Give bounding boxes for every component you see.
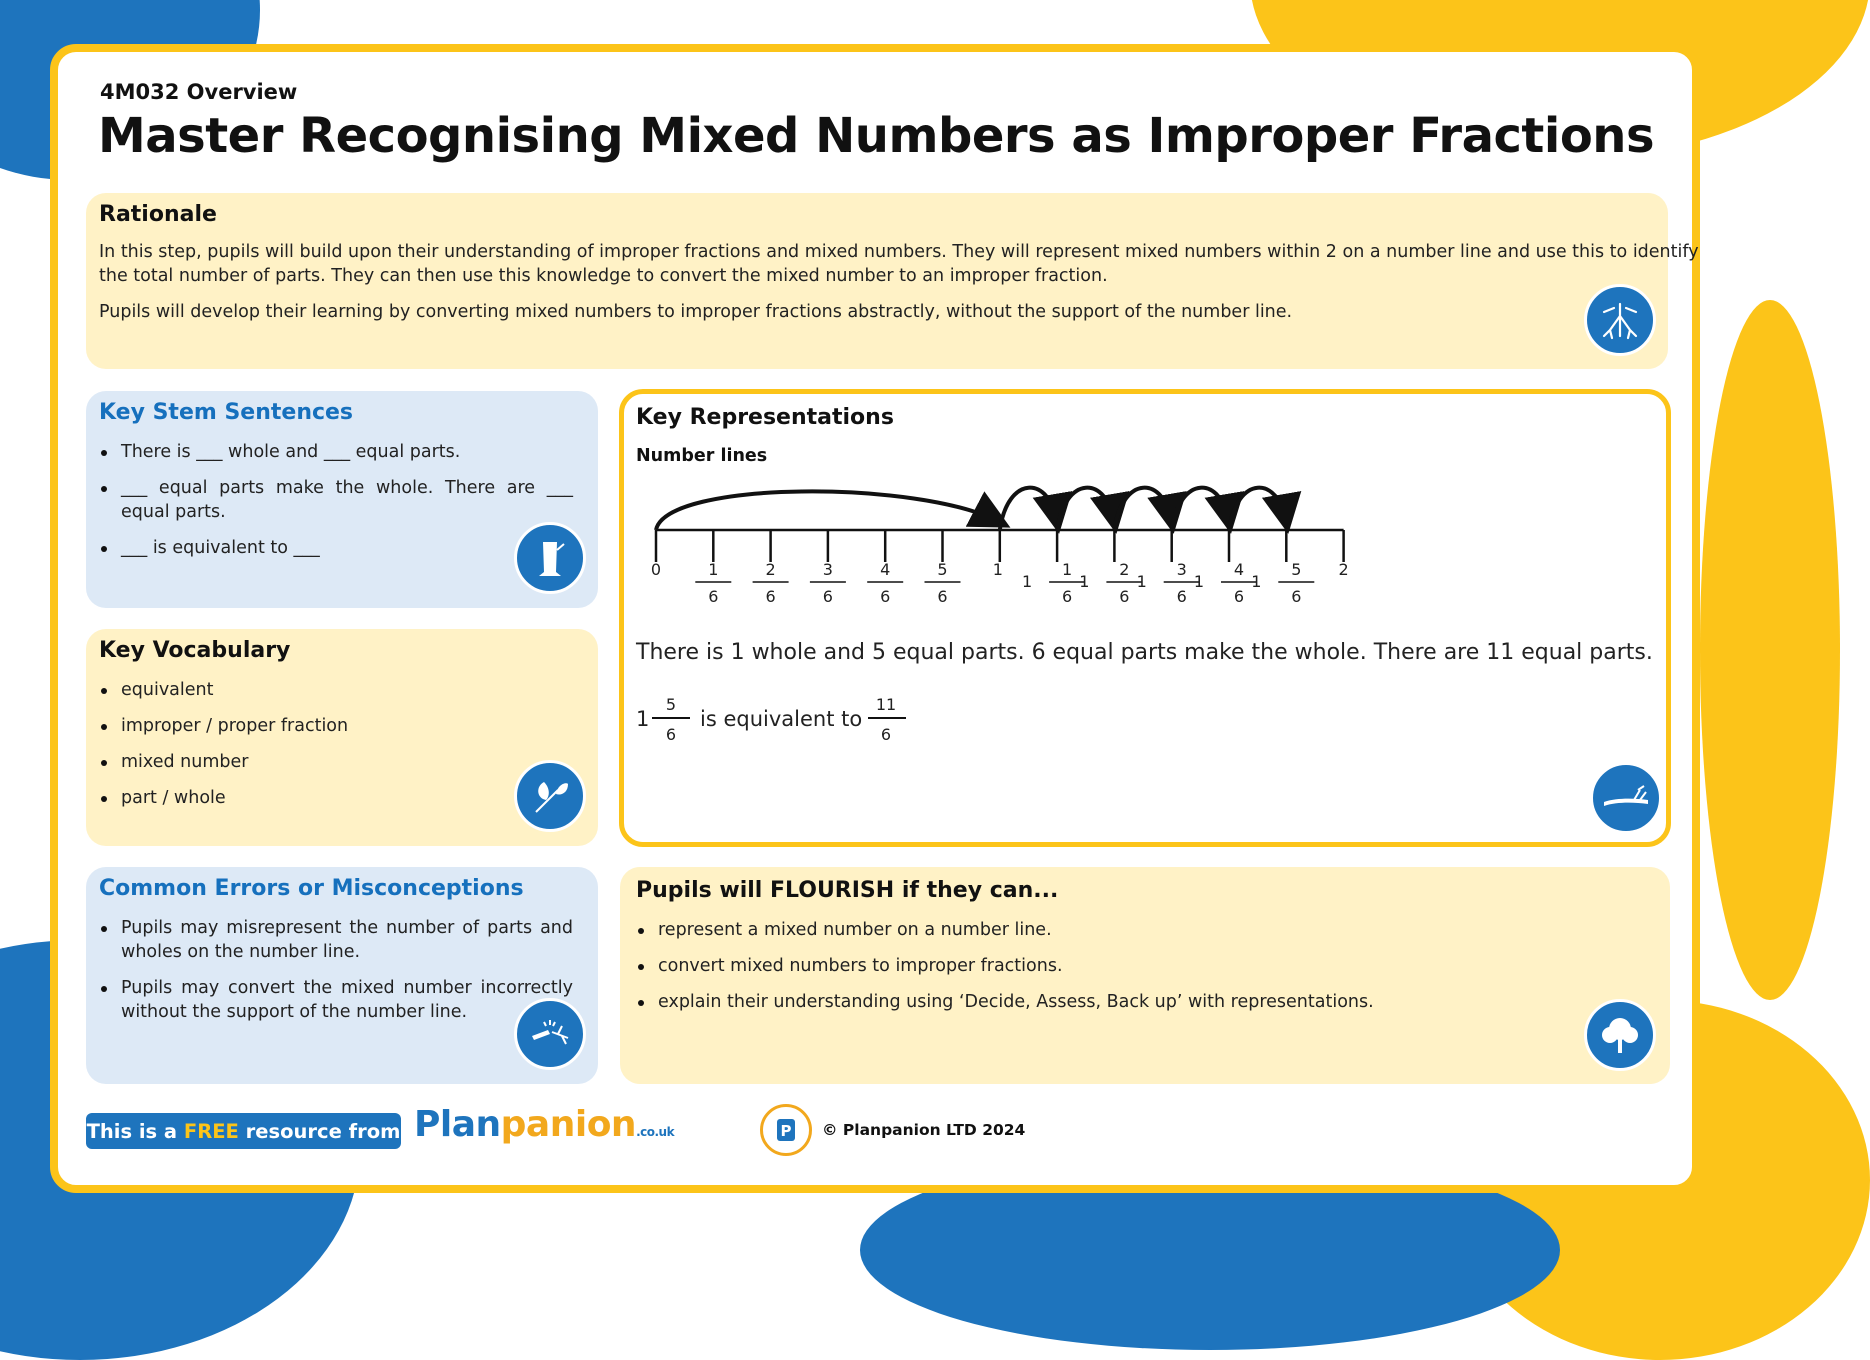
branch-icon bbox=[1590, 762, 1662, 834]
broken-branch-icon bbox=[514, 998, 586, 1070]
list-item: equivalent bbox=[99, 678, 573, 702]
errors-panel bbox=[86, 867, 598, 1084]
fraction-numerator: 2 bbox=[765, 560, 776, 579]
vocab-heading: Key Vocabulary bbox=[99, 638, 291, 663]
leaves-icon bbox=[514, 760, 586, 832]
fraction-numerator: 4 bbox=[1233, 560, 1245, 579]
flourish-heading: Pupils will FLOURISH if they can... bbox=[636, 878, 1059, 903]
fraction-denominator: 6 bbox=[937, 587, 948, 606]
logo-part-a: Plan bbox=[414, 1104, 501, 1145]
jump-arc-part bbox=[1172, 488, 1229, 530]
free-resource-banner[interactable] bbox=[86, 1113, 401, 1149]
list-item: ___ is equivalent to ___ bbox=[99, 536, 573, 560]
eq-result-numerator: 11 bbox=[875, 695, 897, 714]
list-item: Pupils may misrepresent the number of parts and wholes on the number line. bbox=[99, 916, 573, 964]
list-item: mixed number bbox=[99, 750, 573, 774]
eq-text: is equivalent to bbox=[700, 707, 863, 731]
logo-part-c: .co.uk bbox=[636, 1125, 675, 1139]
banner-text-post: resource from bbox=[245, 1119, 401, 1143]
rationale-paragraph-2: Pupils will develop their learning by converting mixed numbers to improper fractions abstractly, without the support of the number line. bbox=[99, 302, 1293, 322]
fraction-numerator: 3 bbox=[822, 560, 833, 579]
keyrep-heading: Key Representations bbox=[636, 405, 894, 430]
list-item: Pupils may convert the mixed number incorrectly without the support of the number line. bbox=[99, 976, 573, 1024]
planpanion-logo[interactable] bbox=[414, 1104, 674, 1145]
fraction-denominator: 6 bbox=[1233, 587, 1245, 606]
banner-text-free: FREE bbox=[183, 1119, 239, 1143]
jump-arc-part bbox=[1000, 488, 1057, 530]
fraction-denominator: 6 bbox=[1176, 587, 1187, 606]
fraction-denominator: 6 bbox=[880, 587, 891, 606]
list-item: ___ equal parts make the whole. There are ___ equal parts. bbox=[99, 476, 573, 524]
mixed-whole: 1 bbox=[1022, 572, 1033, 591]
tick-label-1: 1 bbox=[992, 560, 1003, 579]
tree-trunk-icon bbox=[514, 522, 586, 594]
mixed-whole: 1 bbox=[1079, 572, 1090, 591]
jump-arc-part bbox=[1114, 488, 1171, 530]
logo-part-b: panion bbox=[500, 1104, 637, 1145]
list-item: convert mixed numbers to improper fractions. bbox=[636, 954, 1636, 978]
rationale-line-1: In this step, pupils will build upon their understanding of improper fractions and mixed numbers. They will represent mixed numbers within 2 on a number line and use this to identify bbox=[99, 242, 1699, 262]
vocab-panel bbox=[86, 629, 598, 846]
eq-denominator: 6 bbox=[665, 725, 677, 744]
fraction-denominator: 6 bbox=[765, 587, 776, 606]
number-line bbox=[624, 394, 1666, 606]
fraction-numerator: 1 bbox=[708, 560, 719, 579]
jump-arc-whole bbox=[656, 491, 1000, 530]
rationale-heading: Rationale bbox=[99, 202, 217, 227]
page-title: Master Recognising Mixed Numbers as Improper Fractions bbox=[98, 108, 1655, 164]
key-representations-panel bbox=[619, 389, 1671, 847]
keyrep-subheading: Number lines bbox=[636, 446, 768, 466]
copyright-text: © Planpanion LTD 2024 bbox=[822, 1121, 1026, 1139]
errors-list bbox=[99, 916, 573, 1036]
equivalence-equation bbox=[624, 674, 1024, 744]
jump-arc-part bbox=[1057, 488, 1114, 530]
list-item: There is ___ whole and ___ equal parts. bbox=[99, 440, 573, 464]
mixed-whole: 1 bbox=[1136, 572, 1147, 591]
fraction-denominator: 6 bbox=[708, 587, 719, 606]
full-tree-icon bbox=[1584, 999, 1656, 1071]
errors-heading: Common Errors or Misconceptions bbox=[99, 876, 524, 901]
svg-text:P: P bbox=[780, 1122, 792, 1140]
flourish-panel bbox=[620, 867, 1670, 1084]
lesson-code: 4M032 Overview bbox=[100, 80, 298, 104]
mixed-whole: 1 bbox=[1193, 572, 1205, 591]
fraction-numerator: 4 bbox=[880, 560, 891, 579]
keyrep-sentence: There is 1 whole and 5 equal parts. 6 equal parts make the whole. There are 11 equal parts. bbox=[636, 640, 1653, 665]
eq-numerator: 5 bbox=[665, 695, 677, 714]
eq-whole: 1 bbox=[636, 707, 650, 731]
mixed-whole: 1 bbox=[1251, 572, 1262, 591]
vocab-list bbox=[99, 678, 573, 822]
jump-arc-part bbox=[1229, 488, 1286, 530]
fraction-denominator: 6 bbox=[1062, 587, 1073, 606]
rationale-panel bbox=[86, 193, 1699, 369]
planpanion-badge-icon bbox=[760, 1104, 812, 1156]
fraction-numerator: 2 bbox=[1119, 560, 1130, 579]
tick-label-2: 2 bbox=[1338, 560, 1349, 579]
list-item: explain their understanding using ‘Decide, Assess, Back up’ with representations. bbox=[636, 990, 1636, 1014]
eq-result-denominator: 6 bbox=[880, 725, 892, 744]
banner-text-pre: This is a bbox=[86, 1119, 178, 1143]
fraction-numerator: 3 bbox=[1176, 560, 1187, 579]
rationale-paragraph-1 bbox=[99, 240, 1699, 288]
roots-icon bbox=[1584, 284, 1656, 356]
stem-panel bbox=[86, 391, 598, 608]
stem-heading: Key Stem Sentences bbox=[99, 400, 354, 425]
tick-label-0: 0 bbox=[650, 560, 662, 579]
fraction-denominator: 6 bbox=[1119, 587, 1130, 606]
list-item: represent a mixed number on a number line. bbox=[636, 918, 1636, 942]
rationale-line-2: the total number of parts. They can then use this knowledge to convert the mixed number to an improper fraction. bbox=[99, 266, 1108, 286]
list-item: improper / proper fraction bbox=[99, 714, 573, 738]
fraction-numerator: 5 bbox=[1291, 560, 1302, 579]
list-item: part / whole bbox=[99, 786, 573, 810]
bg-blob-right bbox=[1700, 300, 1840, 1000]
flourish-list bbox=[636, 918, 1636, 1026]
fraction-numerator: 5 bbox=[937, 560, 948, 579]
fraction-denominator: 6 bbox=[822, 587, 833, 606]
fraction-denominator: 6 bbox=[1291, 587, 1302, 606]
fraction-numerator: 1 bbox=[1062, 560, 1073, 579]
stem-list bbox=[99, 440, 573, 572]
